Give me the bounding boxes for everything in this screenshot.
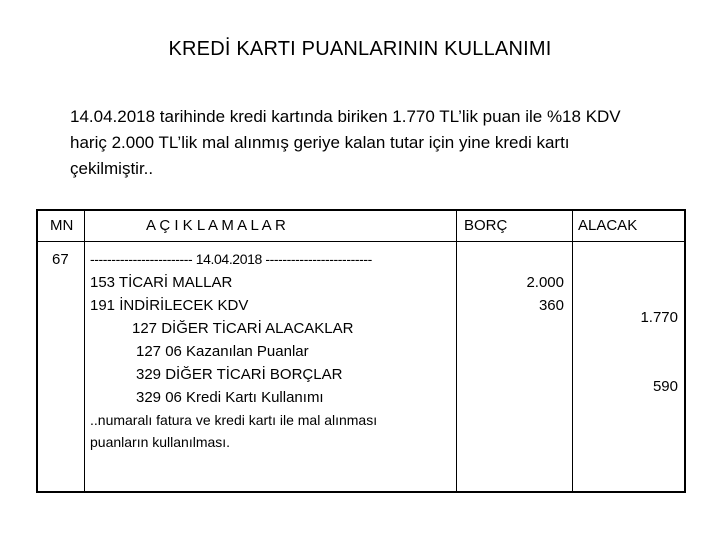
header-aciklamalar: A Ç I K L A M A L A R	[146, 217, 286, 234]
header-divider	[38, 241, 684, 242]
borc-amount: 360	[538, 297, 564, 314]
entry-mn: 67	[52, 251, 69, 268]
column-divider	[572, 211, 573, 491]
header-mn: MN	[50, 217, 74, 234]
header-alacak: ALACAK	[578, 217, 638, 234]
account-line: 329 06 Kredi Kartı Kullanımı	[136, 389, 324, 406]
alacak-amount: 1.770	[640, 309, 678, 326]
intro-line: çekilmiştir..	[70, 159, 154, 178]
borc-amount: 2.000	[526, 274, 564, 291]
account-line: 127 06 Kazanılan Puanlar	[136, 343, 309, 360]
alacak-amount: 590	[652, 378, 678, 395]
account-line: 191 İNDİRİLECEK KDV	[90, 297, 249, 314]
header-borc: BORÇ	[464, 217, 508, 234]
account-line: 153 TİCARİ MALLAR	[90, 274, 233, 291]
explanation-line: ..numaralı fatura ve kredi kartı ile mal alınması	[90, 412, 378, 428]
entry-date-line: ------------------------ 14.04.2018 -------------------------	[90, 251, 372, 267]
column-divider	[456, 211, 457, 491]
intro-paragraph	[70, 104, 680, 182]
intro-line: 14.04.2018 tarihinde kredi kartında biriken 1.770 TL’lik puan ile %18 KDV	[70, 107, 621, 126]
account-line: 127 DİĞER TİCARİ ALACAKLAR	[132, 320, 354, 337]
account-line: 329 DİĞER TİCARİ BORÇLAR	[136, 366, 343, 383]
column-divider	[84, 211, 85, 491]
page-title: KREDİ KARTI PUANLARININ KULLANIMI	[168, 38, 552, 60]
explanation-line: puanların kullanılması.	[90, 434, 231, 450]
intro-line: hariç 2.000 TL’lik mal alınmış geriye kalan tutar için yine kredi kartı	[70, 133, 570, 152]
journal-table	[36, 209, 686, 493]
